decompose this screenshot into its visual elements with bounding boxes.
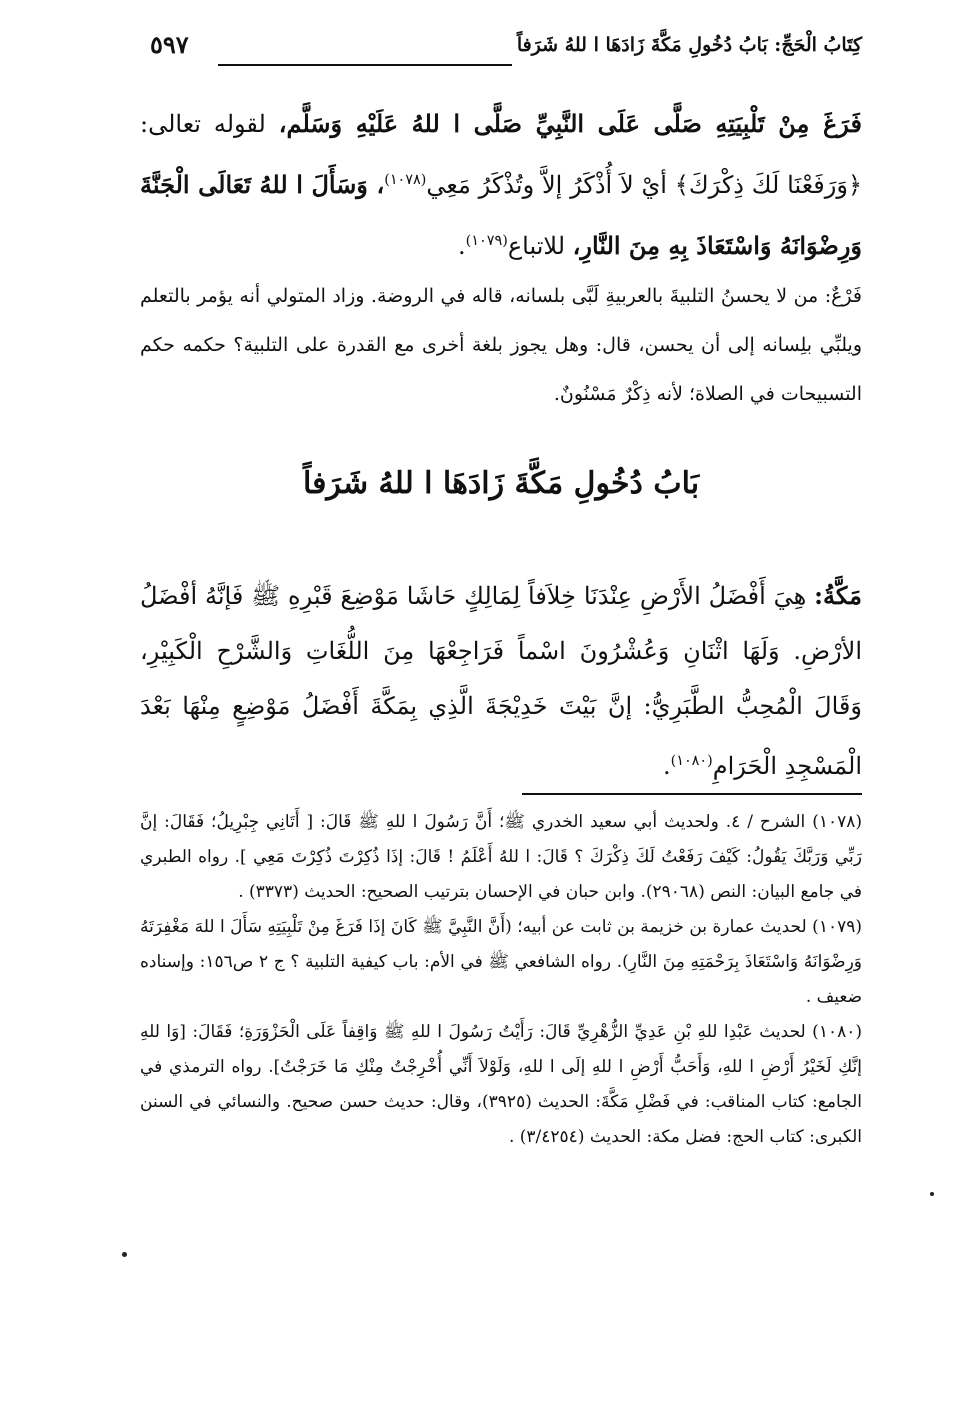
header-rule	[218, 64, 512, 66]
paragraph-talbiyah-commentary-2: للاتباع	[507, 232, 573, 260]
scan-speck-2	[930, 1192, 934, 1196]
footnote-1078: (١٠٧٨) الشرح / ٤. ولحديث أبي سعيد الخدري ﷺ؛ أَنَّ رَسُولَ ا للهِ ﷺ قَالَ: [ أَتَانِي جِبْرِيلُ؛ فَقَالَ: إنَّ رَبِّي وَرَبَّكَ يَقُولُ: كَيْفَ رَفَعْتُ لَكَ ذِكْرَكَ ؟ قَالَ: ا للهُ أَعْلَمُ ! قَالَ: إذَا ذُكِرْتَ ذُكِرْتَ مَعِي ]. رواه الطبري في جامع البيان: النص (٢٩٠٦٨). وابن حبان في الإحسان بترتيب الصحيح: الحديث (٣٣٧٣) .	[140, 812, 863, 902]
footnote-ref-1078[interactable]: (١٠٧٨)	[384, 172, 427, 188]
paragraph-talbiyah-commentary: لقوله تعالى: ﴿وَرَفَعْنَا لَكَ ذِكْرَكَ﴾ أيْ لاَ أُذْكَرُ إلاَّ وتُذْكَرُ مَعِي	[140, 110, 863, 199]
paragraph-far-text: فَرْعٌ: من لا يحسنُ التلبيةَ بالعربيةِ لَبَّى بلسانه، قاله في الروضة. وزاد المتولي أنه يؤمر بالتعلم ويلبِّي بلِسانه إلى أن يحسن، قال: وهل يجوز بلغة أخرى مع القدرة على التلبية؟ حكمه حكم التسبيحات في الصلاة؛ لأنه ذِكْرٌ مَسْنُونٌ.	[140, 285, 862, 405]
paragraph-makkah-end-dot: .	[662, 752, 671, 780]
scan-speck	[122, 1252, 127, 1257]
running-header-title: كِتَابُ الْحَجِّ: بَابُ دُخُولِ مَكَّةَ زَادَهَا ا للهُ شَرَفاً	[516, 34, 862, 56]
paragraph-makkah-lead: مَكَّةُ:	[814, 581, 862, 610]
paragraph-makkah	[140, 568, 862, 794]
footnote-separator	[522, 793, 862, 795]
page-number: ٥٩٧	[150, 30, 189, 59]
footnote-1080: (١٠٨٠) لحديث عَبْدِا للهِ بْنِ عَدِيِّ الزُّهْرِيِّ قَالَ: رَأَيْتُ رَسُولَ ا للهِ ﷺ وَاقِفاً عَلَى الْحَزْوَرَةِ؛ فَقَالَ: [وَا للهِ إنَّكِ لَخَيْرُ أَرْضِ ا للهِ، وَأَحَبُّ أَرْضِ ا للهِ إلَى ا للهِ، وَلَوْلاَ أَنِّي أُخْرِجْتُ مِنْكِ مَا خَرَجْتُ]. رواه الترمذي في الجامع: كتاب المناقب: في فَضْلِ مَكَّةَ: الحديث (٣٩٢٥)، وقال: حديث حسن صحيح. والنسائي في السنن الكبرى: كتاب الحج: فضل مكة: الحديث (٣/٤٢٥٤) .	[140, 1022, 862, 1147]
paragraph-talbiyah-matn-2: ، وَسَأَلَ ا للهُ تَعَالَى الْجَنَّةَ وَرِضْوَانَهُ وَاسْتَعَاذَ بِهِ مِنَ النَّارِ،	[140, 170, 862, 260]
paragraph-talbiyah-end-dot: .	[458, 232, 466, 260]
chapter-title: بَابُ دُخُولِ مَكَّةَ زَادَهَا ا للهُ شَرَفاً	[302, 466, 700, 501]
footnote-ref-1079[interactable]: (١٠٧٩)	[465, 233, 508, 249]
paragraph-far	[140, 272, 862, 419]
running-header	[150, 28, 862, 72]
paragraph-makkah-text: هِيَ أَفْضَلُ الأَرْضِ عِنْدَنَا خِلاَفاً لِمَالِكٍ حَاشَا مَوْضِعَ قَبْرِهِ ﷺ فَإنَّهُ أفْضَلُ الأرْضِ. وَلَهَا اثْنَانِ وَعُشْرُونَ اسْماً فَرَاجِعْهَا مِنَ اللُّغَاتِ وَالشَّرْحِ الْكَبِيْرِ، وَقَالَ الْمُحِبُّ الطَّبَرِيُّ: إنَّ بَيْتَ خَدِيْجَةَ الَّذِي بِمَكَّةَ أَفْضَلُ مَوْضِعٍ مِنْهَا بَعْدَ الْمَسْجِدِ الْحَرَامِ	[140, 582, 862, 780]
footnotes	[140, 805, 862, 1155]
paragraph-talbiyah-end	[140, 96, 862, 274]
paragraph-talbiyah-matn: فَرَغَ مِنْ تَلْبِيَتِهِ صَلَّى عَلَى النَّبِيِّ صَلَّى ا للهُ عَلَيْهِ وَسَلَّم،	[278, 109, 863, 138]
footnote-1079: (١٠٧٩) لحديث عمارة بن خزيمة بن ثابت عن أبيه؛ (أَنَّ النَّبِيَّ ﷺ كَانَ إذَا فَرَغَ مِنْ تَلْبِيَتِهِ سَأَلَ ا للهَ مَغْفِرَتَهُ وَرِضْوَانَهُ وَاسْتَعَاذَ بِرَحْمَتِهِ مِنَ النَّارِ). رواه الشافعي ﷺ في الأم: باب كيفية التلبية ؟ ج ٢ ص١٥٦: وإسناده ضعيف .	[140, 917, 862, 1007]
footnote-ref-1080[interactable]: (١٠٨٠)	[670, 753, 713, 769]
